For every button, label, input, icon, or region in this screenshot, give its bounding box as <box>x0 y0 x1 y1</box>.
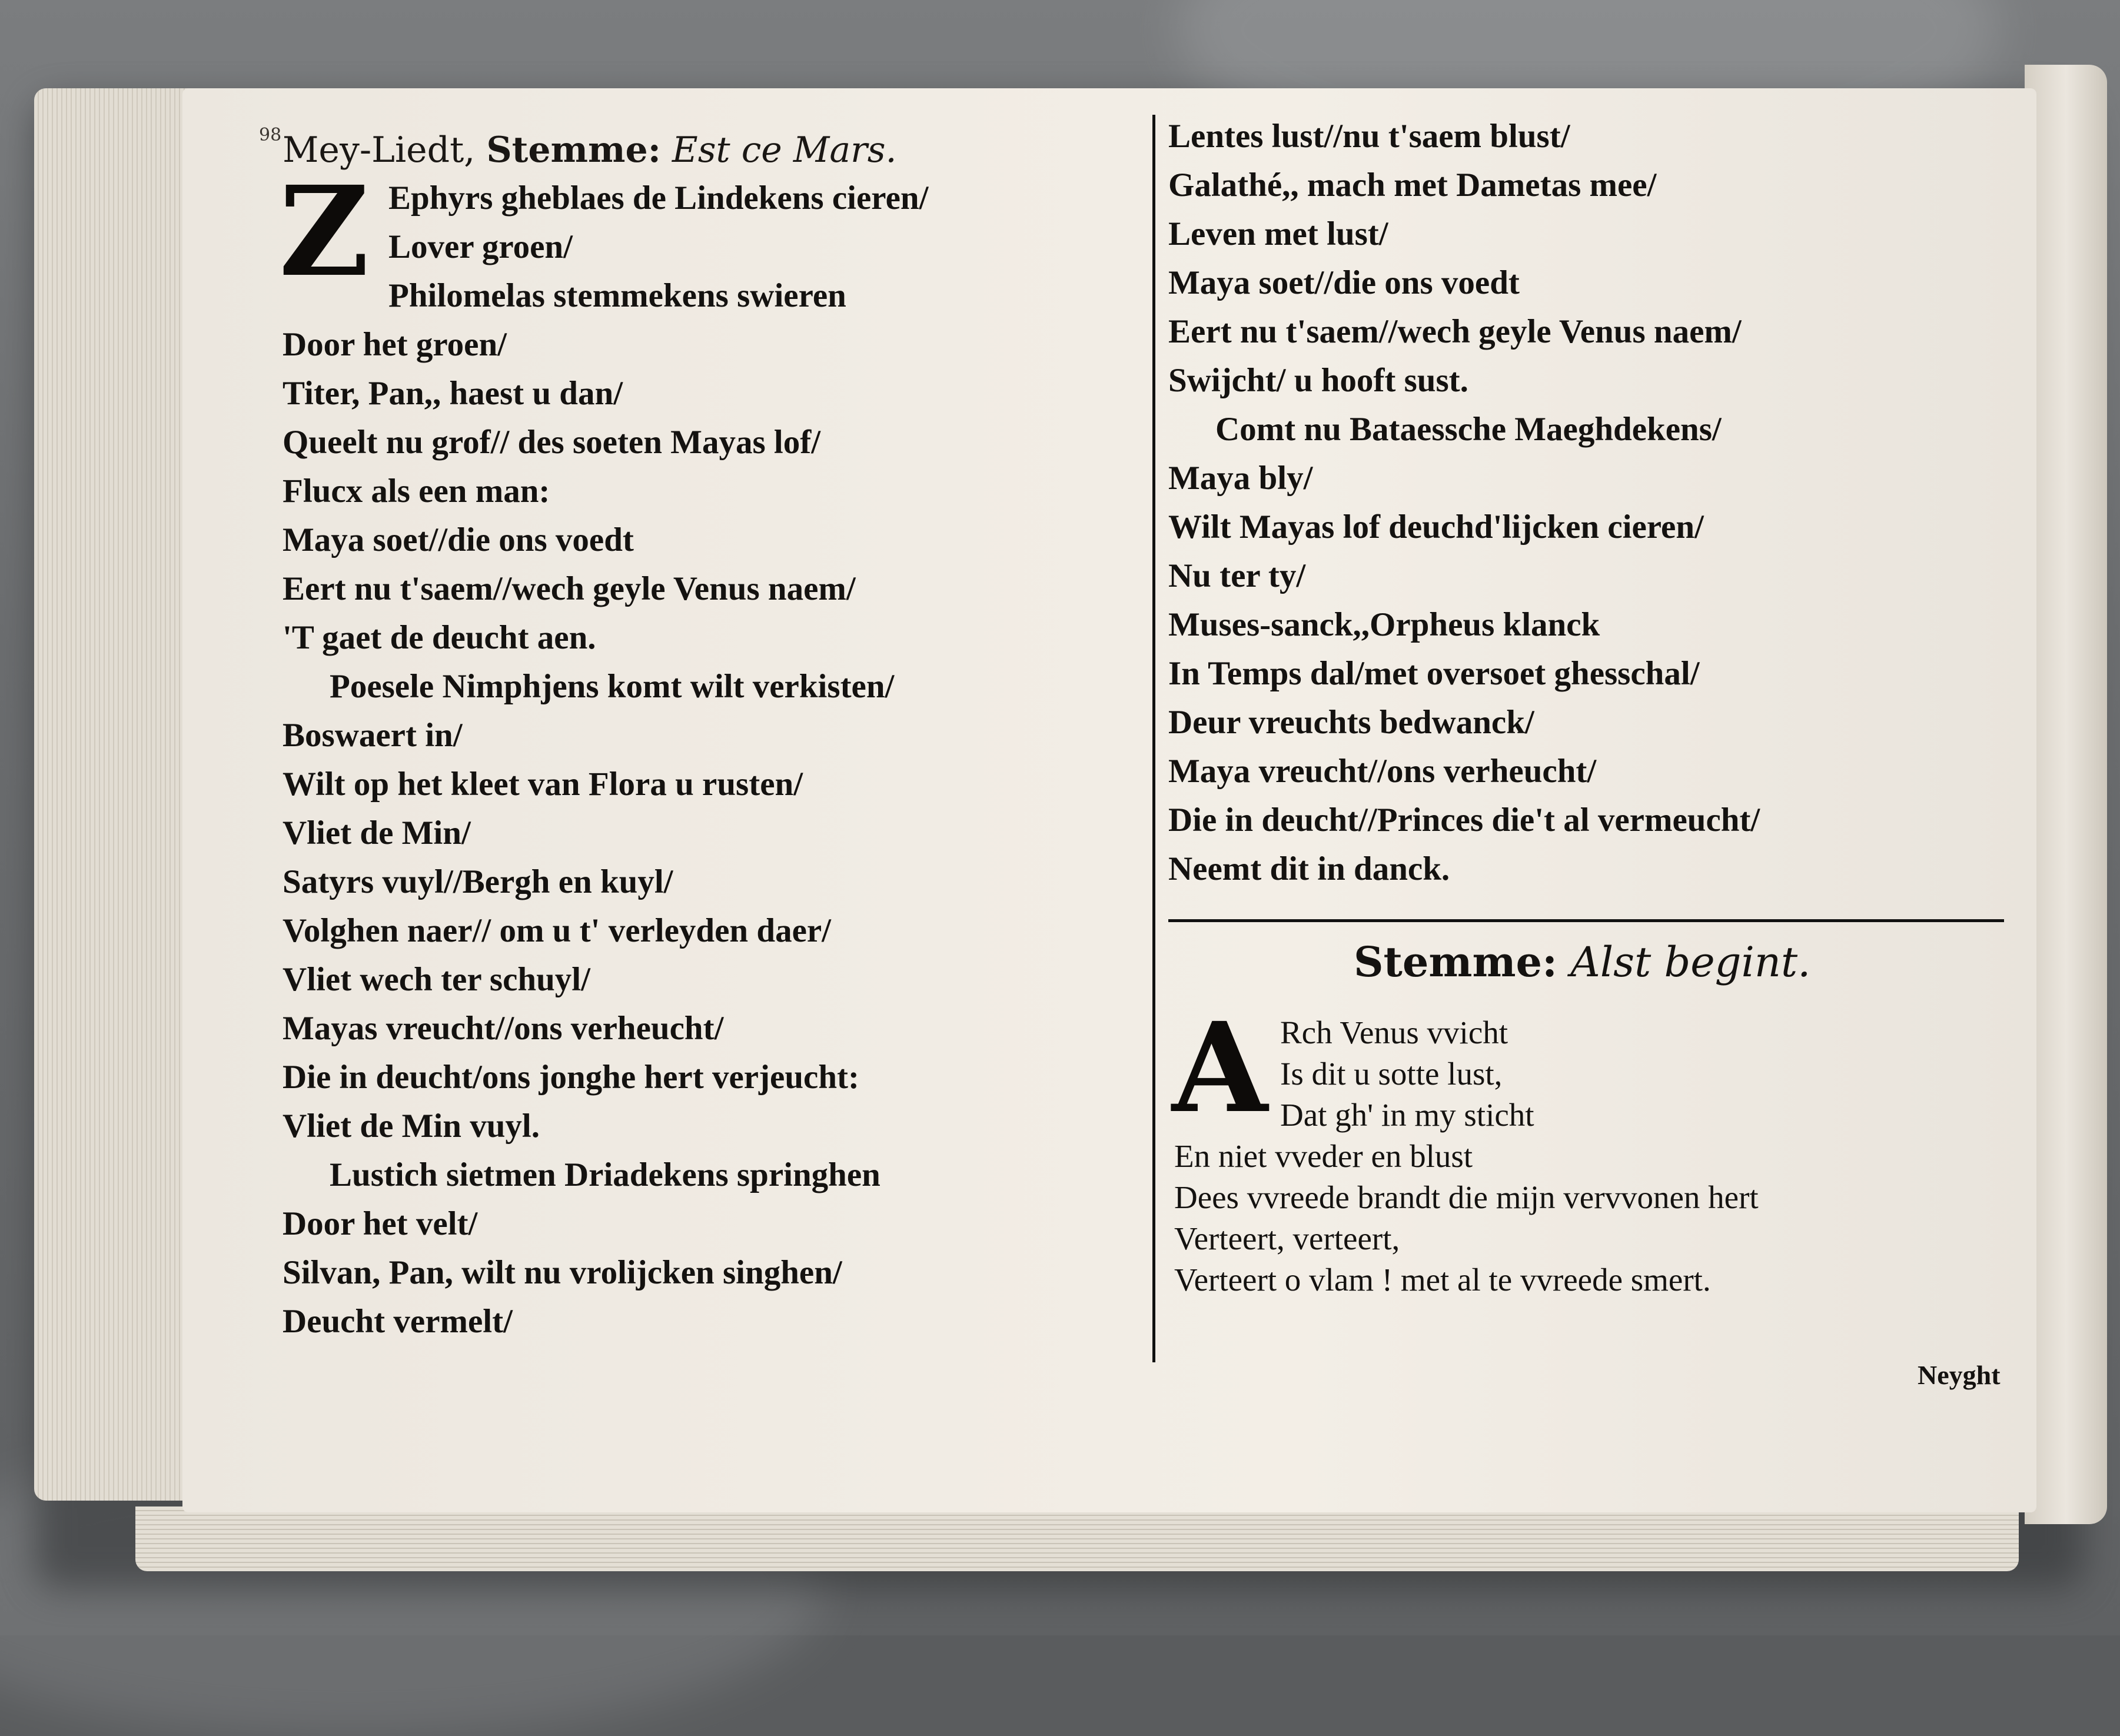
verse-line: Eert nu t'saem//wech geyle Venus naem/ <box>1168 313 1742 350</box>
verse-line: Maya bly/ <box>1168 460 1313 497</box>
verse-line: Eert nu t'saem//wech geyle Venus naem/ <box>283 570 856 607</box>
verse-line: Wilt Mayas lof deuchd'lijcken cieren/ <box>1168 508 1704 546</box>
verse-line: Lentes lust//nu t'saem blust/ <box>1168 118 1570 155</box>
verse-line: Rch Venus vvicht <box>1280 1015 1508 1050</box>
verse-line: Silvan, Pan, wilt nu vrolijcken singhen/ <box>283 1254 842 1291</box>
verse-line: Queelt nu grof// des soeten Mayas lof/ <box>283 424 821 461</box>
verse-line: Vliet wech ter schuyl/ <box>283 961 590 998</box>
catchword: Neyght <box>1918 1360 2001 1390</box>
verse-line: Deur vreuchts bedwanck/ <box>1168 704 1534 741</box>
verse-line: Galathé,, mach met Dametas mee/ <box>1168 167 1657 204</box>
verse-line: 'T gaet de deucht aen. <box>283 619 596 656</box>
song2-verse-block <box>1172 995 2028 1301</box>
verse-line: Door het velt/ <box>283 1205 478 1242</box>
left-column <box>279 127 1148 1346</box>
stemme-label: Stemme: <box>1354 937 1557 986</box>
verse-line: Philomelas stemmekens swieren <box>388 277 846 314</box>
drop-cap: Z <box>279 159 370 304</box>
section-divider <box>1168 919 2004 922</box>
right-column <box>1168 112 2022 893</box>
verse-line: Satyrs vuyl//Bergh en kuyl/ <box>283 863 673 900</box>
page-number: 98 <box>259 125 282 145</box>
verse-line: Muses-sanck,,Orpheus klanck <box>1168 606 1600 643</box>
verse-line: Comt nu Bataessche Maeghdekens/ <box>1215 411 1722 448</box>
verse-line: Boswaert in/ <box>283 717 463 754</box>
drop-cap: A <box>1172 995 1268 1140</box>
verse-line: Titer, Pan,, haest u dan/ <box>283 375 623 412</box>
verse-line: Deucht vermelt/ <box>283 1303 513 1340</box>
verse-line: Neemt dit in danck. <box>1168 850 1450 887</box>
stemme-label: Stemme: <box>486 129 661 171</box>
verse-line: Vliet de Min vuyl. <box>283 1108 540 1145</box>
page-edges-bottom <box>135 1506 2019 1571</box>
verse-line: Die in deucht/ons jonghe hert verjeucht: <box>283 1059 859 1096</box>
verse-line: Maya vreucht//ons verheucht/ <box>1168 753 1597 790</box>
verse-line: Poesele Nimphjens komt wilt verkisten/ <box>330 668 895 705</box>
verse-line: En niet vveder en blust <box>1174 1138 1473 1174</box>
verse-line: Maya soet//die ons voedt <box>283 521 634 558</box>
verse-line: Nu ter ty/ <box>1168 557 1306 594</box>
verse-line: Swijcht/ u hooft sust. <box>1168 362 1468 399</box>
verse-line: Ephyrs gheblaes de Lindekens cieren/ <box>388 179 929 217</box>
verse-line: Flucx als een man: <box>283 473 550 510</box>
song-title: Mey-Liedt, <box>283 129 476 171</box>
verse-line: Leven met lust/ <box>1168 215 1388 252</box>
column-divider <box>1152 115 1155 1362</box>
verse-line: Dat gh' in my sticht <box>1280 1097 1534 1133</box>
verse-line: Verteert o vlam ! met al te vvreede smert. <box>1174 1262 1711 1298</box>
verse-line: Door het groen/ <box>283 326 507 363</box>
page-edges-right <box>2025 65 2107 1524</box>
verse-line: Die in deucht//Princes die't al vermeucht/ <box>1168 802 1760 839</box>
verse-line: Vliet de Min/ <box>283 814 471 852</box>
song2-heading <box>1354 936 1810 989</box>
verse-line: Volghen naer// om u t' verleyden daer/ <box>283 912 832 949</box>
verse-line: In Temps dal/met oversoet ghesschal/ <box>1168 655 1700 692</box>
verse-line: Wilt op het kleet van Flora u rusten/ <box>283 766 803 803</box>
song-heading <box>283 127 1148 174</box>
verse-line: Maya soet//die ons voedt <box>1168 264 1520 301</box>
verse-line: Verteert, verteert, <box>1174 1220 1400 1256</box>
verse-line: Is dit u sotte lust, <box>1280 1056 1503 1092</box>
verse-line: Lustich sietmen Driadekens springhen <box>330 1156 880 1193</box>
verse-line: Mayas vreucht//ons verheucht/ <box>283 1010 724 1047</box>
verse-line: Dees vvreede brandt die mijn vervvonen hert <box>1174 1179 1759 1215</box>
tune-name: Alst begint. <box>1570 938 1811 986</box>
verse-block <box>279 159 1148 1346</box>
verse-line: Lover groen/ <box>388 228 573 265</box>
tune-name: Est ce Mars. <box>672 129 897 171</box>
